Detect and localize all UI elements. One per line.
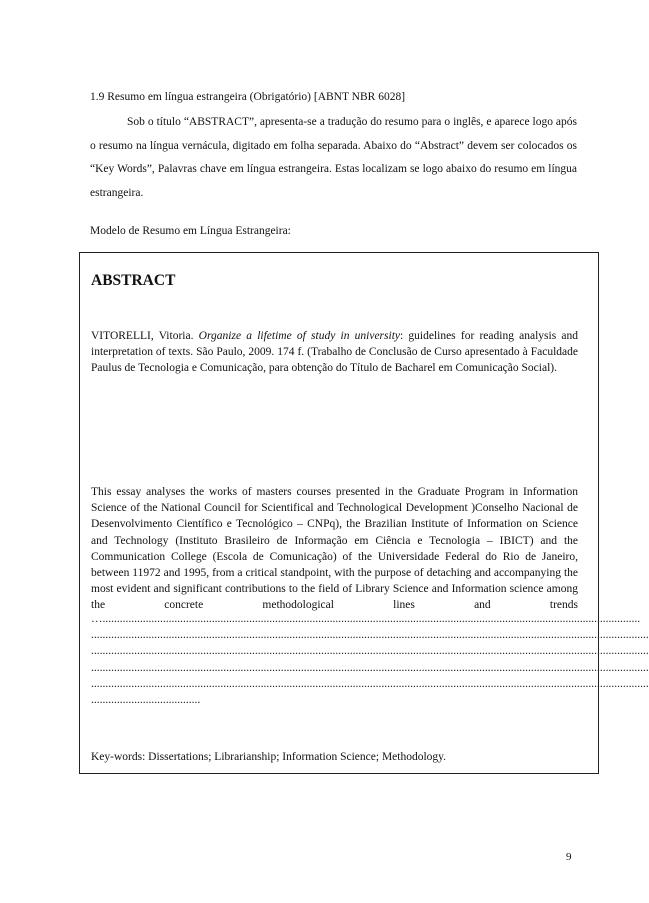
dotted-line: …........................................................................................................................................................................................... (91, 613, 641, 625)
dotted-line: .................................................................................................................................................................................................. (91, 677, 649, 690)
abstract-box (79, 252, 649, 774)
abstract-body: This essay analyses the works of masters courses presented in the Graduate Program in Information Science of the National Council for Scientifical and Technological Development )Conselho Nacional de Desenvolvimento Científico e Tecnológico – CNPq), the Brazilian Institute of Information on Science and Technology (Instituto Brasileiro de Informação em Ciência e Tecnologia – IBICT) and the Communication College (Escola de Comunicação) of the Universidade Federal do Rio de Janeiro, between 11972 and 1995, from a critical standpoint, with the purpose of detaching and accompanying the most evident and significant contributions to the field of Library Science and Information science among the concrete methodological lines and trends (91, 486, 578, 612)
reference-details: : guidelines for reading analysis and interpretation of texts. São Paulo, 2009. 174 f. (Trabalho de Conclusão de Curso apresentado à Faculdade Paulus de Tecnologia e Comunicação, para obtenção do Título de Bacharel em Comunicação Social). (91, 330, 579, 375)
abstract-title: ABSTRACT (91, 272, 176, 289)
reference-author: VITORELLI, Vitoria. (91, 330, 194, 342)
dotted-line: .................................................................................................................................................................................................. (91, 661, 649, 674)
bibliographic-reference (91, 328, 578, 377)
reference-work-title: Organize a lifetime of study in university (198, 330, 400, 342)
dotted-line: .................................................................................................................................................................................................. (91, 645, 649, 658)
dotted-continuation (91, 611, 649, 708)
section-heading: 1.9 Resumo em língua estrangeira (Obrigatório) [ABNT NBR 6028] (90, 91, 406, 103)
intro-paragraph: Sob o título “ABSTRACT”, apresenta-se a tradução do resumo para o inglês, e aparece logo após o resumo na língua vernácula, digitado em folha separada. Abaixo do “Abstract” devem ser colocados os “Key Words”, Palavras chave em língua estrangeira. Estas localizam se logo abaixo do resumo em língua estrangeira. (90, 116, 577, 199)
keywords-line: Key-words: Dissertations; Librarianship; Information Science; Methodology. (91, 751, 447, 763)
page-number: 9 (566, 851, 572, 863)
model-label: Modelo de Resumo em Língua Estrangeira: (90, 225, 291, 237)
dotted-line: .................................................................................................................................................................................................. (91, 629, 649, 642)
dotted-line: ...................................... (91, 693, 201, 706)
